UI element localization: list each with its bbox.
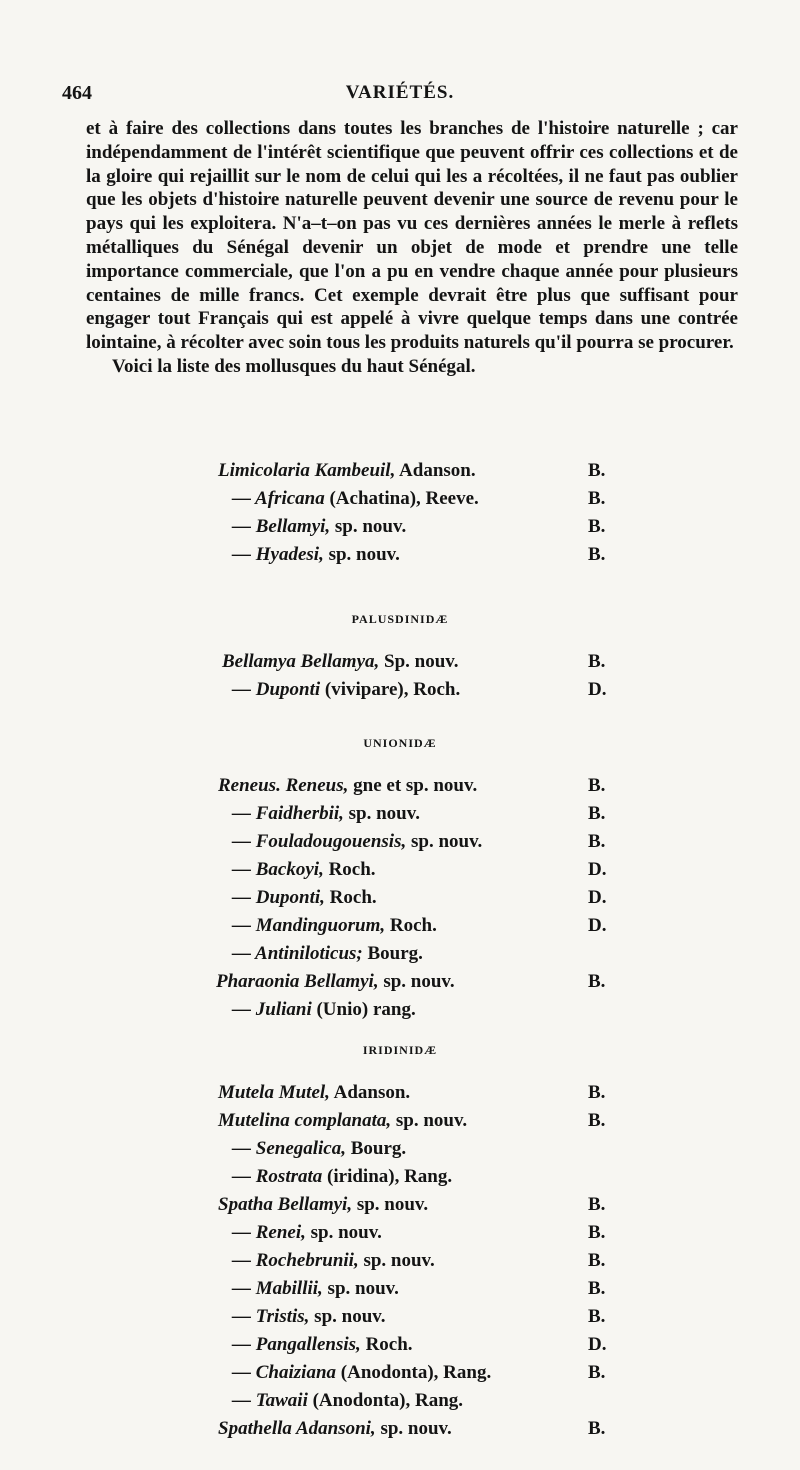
species-entry [232,1306,385,1332]
species-entry [232,1278,399,1304]
locality-code: B. [588,460,606,481]
locality-code: B. [588,1250,606,1271]
species-authority: Roch. [324,887,377,908]
species-name: Mutela Mutel, [218,1082,330,1103]
species-entry [222,651,459,677]
species-entry [216,971,455,997]
species-entry [232,516,406,542]
species-entry [232,915,437,941]
locality-code: D. [588,1334,607,1355]
locality-code: B. [588,1222,606,1243]
species-authority: sp. nouv. [375,1418,452,1439]
species-entry [232,1222,382,1248]
species-name: Spathella Adansoni, [218,1418,376,1439]
species-name: Spatha Bellamyi, [218,1194,353,1215]
family-heading: PALUSDINIDÆ [351,612,449,626]
species-name: — Pangallensis, [232,1334,361,1355]
species-name: Bellamya Bellamya, [222,651,380,672]
locality-code: D. [588,887,607,908]
species-entry [232,1334,413,1360]
species-entry [232,544,400,570]
species-authority: sp. nouv. [391,1110,468,1131]
species-authority: sp. nouv. [309,1306,386,1327]
species-entry [232,803,420,829]
species-name: — Duponti [232,679,321,700]
locality-code: B. [588,1194,606,1215]
species-name: — Africana [232,488,325,509]
locality-code: B. [588,1362,606,1383]
family-heading: UNIONIDÆ [363,736,437,750]
species-authority: gne et sp. nouv. [348,775,478,796]
species-name: Reneus. Reneus, [218,775,349,796]
locality-code: B. [588,544,606,565]
species-entry [218,1418,452,1444]
species-name: — Antiniloticus; [232,943,363,964]
species-name: — Mabillii, [232,1278,323,1299]
species-authority: Adanson. [395,460,476,481]
species-authority: (Anodonta), Rang. [336,1362,492,1383]
species-authority: Bourg. [346,1138,407,1159]
species-name: — Rochebrunii, [232,1250,359,1271]
locality-code: D. [588,859,607,880]
species-entry [232,1390,463,1416]
species-name: — Bellamyi, [232,516,331,537]
species-entry [218,460,476,486]
species-entry [232,859,376,885]
species-name: — Rostrata [232,1166,323,1187]
body-text [86,117,738,379]
species-name: — Backoyi, [232,859,324,880]
species-authority: sp. nouv. [406,831,483,852]
locality-code: D. [588,679,607,700]
locality-code: B. [588,1418,606,1439]
species-name: — Chaiziana [232,1362,337,1383]
species-entry [218,1194,428,1220]
species-name: — Faidherbii, [232,803,344,824]
species-entry [232,999,416,1025]
species-entry [232,831,482,857]
species-authority: sp. nouv. [322,1278,399,1299]
species-authority: Bourg. [362,943,423,964]
locality-code: B. [588,1082,606,1103]
species-authority: (iridina), Rang. [322,1166,453,1187]
species-name: Limicolaria Kambeuil, [218,460,396,481]
running-title: VARIÉTÉS. [345,82,455,103]
locality-code: B. [588,651,606,672]
species-name: — Renei, [232,1222,306,1243]
paragraph: Voici la liste des mollusques du haut Sénégal. [112,355,476,377]
species-authority: Roch. [323,859,376,880]
locality-code: B. [588,1306,606,1327]
species-entry [232,679,460,705]
species-name: — Senegalica, [232,1138,346,1159]
locality-code: B. [588,803,606,824]
species-name: — Hyadesi, [232,544,324,565]
species-entry [218,1110,467,1136]
species-name: Mutelina complanata, [218,1110,392,1131]
species-authority: sp. nouv. [330,516,407,537]
species-entry [232,1138,406,1164]
species-entry [232,887,377,913]
species-name: — Fouladougouensis, [232,831,407,852]
species-authority: Sp. nouv. [379,651,459,672]
species-name: — Mandinguorum, [232,915,386,936]
locality-code: B. [588,1110,606,1131]
paragraph: et à faire des collections dans toutes les branches de l'histoire naturelle ; car indépendamment de l'intérêt scientifique que peuvent offrir ces collections et de la gloire qui rejaillit sur le nom de celui qui les a récoltées, il ne faut pas oublier que les objets d'histoire naturelle peuvent devenir une source de revenu pour le pays qui les exploitera. N'a–t–on pas vu ces dernières années le merle à reflets métalliques du Sénégal devenir un objet de mode et prendre une telle importance commerciale, que l'on a pu en vendre chaque année pour plusieurs centaines de mille francs. Cet exemple devrait être plus que suffisant pour engager tout Français qui est appelé à vivre quelque temps dans une contrée lointaine, à récolter avec soin tous les produits naturels qu'il pourra se procurer. [86,118,738,354]
species-authority: sp. nouv. [323,544,400,565]
species-authority: (vivipare), Roch. [320,679,461,700]
species-entry [232,1362,491,1388]
species-authority: Roch. [360,1334,413,1355]
species-name: — Tawaii [232,1390,308,1411]
species-authority: (Achatina), Reeve. [324,488,479,509]
species-authority: Adanson. [329,1082,411,1103]
species-name: — Tristis, [232,1306,310,1327]
species-name: — Juliani [232,999,312,1020]
species-entry [232,1250,435,1276]
locality-code: B. [588,488,606,509]
species-name: — Duponti, [232,887,325,908]
family-heading: IRIDINIDÆ [362,1043,438,1057]
species-authority: sp. nouv. [358,1250,435,1271]
locality-code: B. [588,1278,606,1299]
species-authority: sp. nouv. [352,1194,429,1215]
species-entry [232,1166,452,1192]
locality-code: D. [588,915,607,936]
species-authority: (Anodonta), Rang. [307,1390,464,1411]
locality-code: B. [588,516,606,537]
species-name: Pharaonia Bellamyi, [216,971,379,992]
species-authority: sp. nouv. [343,803,420,824]
locality-code: B. [588,831,606,852]
species-entry [218,775,477,801]
species-authority: sp. nouv. [378,971,455,992]
locality-code: B. [588,971,606,992]
species-authority: sp. nouv. [305,1222,382,1243]
species-authority: Roch. [385,915,437,936]
species-entry [218,1082,410,1108]
species-authority: (Unio) rang. [311,999,416,1020]
species-entry [232,488,479,514]
locality-code: B. [588,775,606,796]
species-entry [232,943,423,969]
running-header [62,82,738,112]
page-number: 464 [62,82,92,104]
